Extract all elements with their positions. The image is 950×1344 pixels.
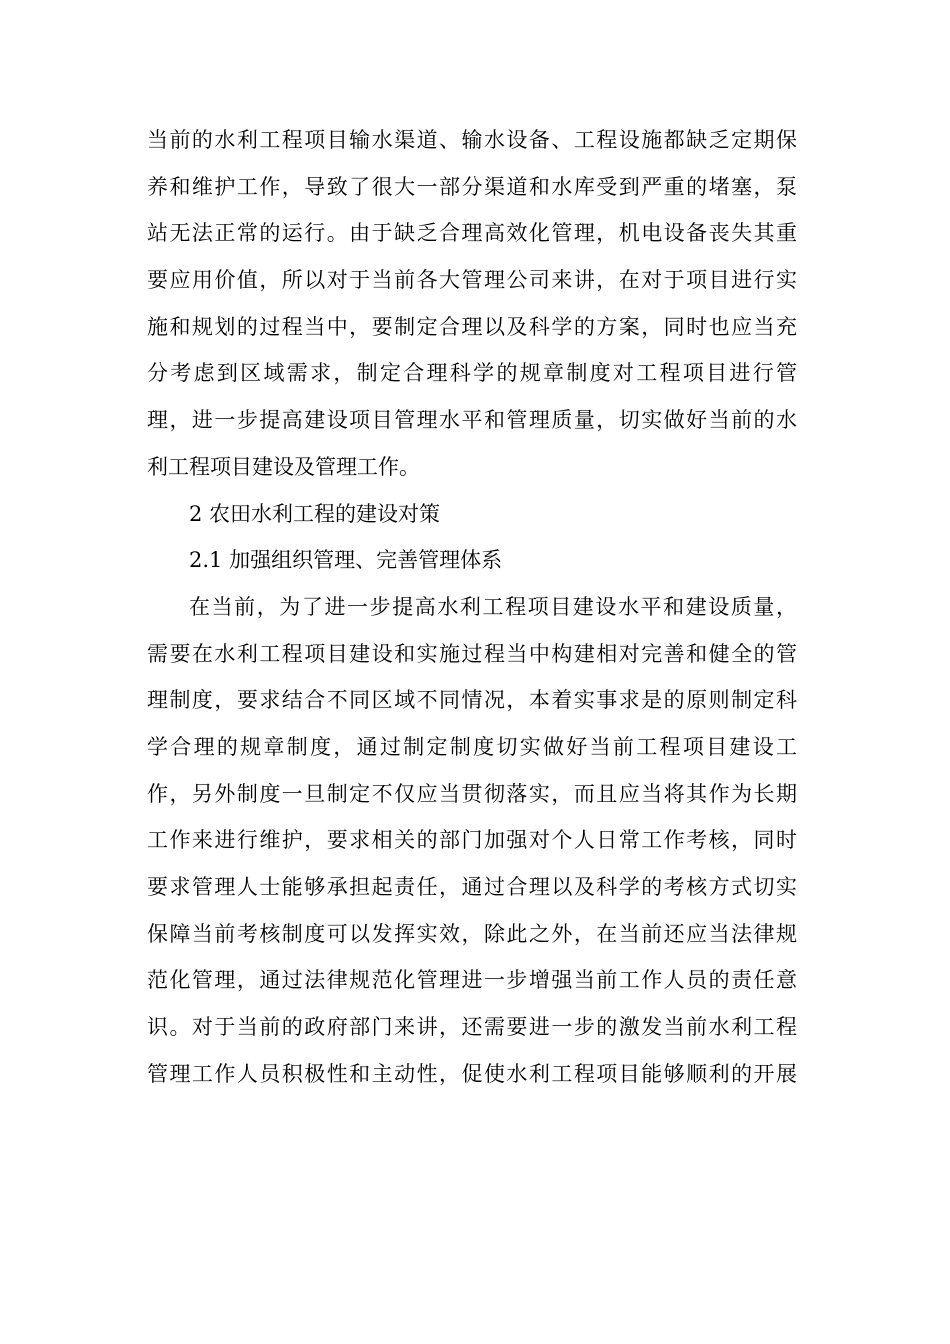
text-line: 在当前，为了进一步提高水利工程项目建设水平和建设质量，: [189, 594, 797, 619]
document-body: [147, 117, 797, 1097]
text-line: 保障当前考核制度可以发挥实效，除此之外，在当前还应当法律规: [147, 921, 797, 946]
text-line: 站无法正常的运行。由于缺乏合理高效化管理，机电设备丧失其重: [147, 221, 797, 246]
text-line: 管理工作人员积极性和主动性，促使水利工程项目能够顺利的开展: [147, 1061, 797, 1086]
text-line: 养和维护工作，导致了很大一部分渠道和水库受到严重的堵塞，泵: [147, 174, 797, 199]
text-line: 范化管理，通过法律规范化管理进一步增强当前工作人员的责任意: [147, 968, 797, 993]
text-line: 要求管理人士能够承担起责任，通过合理以及科学的考核方式切实: [147, 875, 797, 899]
text-line: 理，进一步提高建设项目管理水平和管理质量，切实做好当前的水: [147, 408, 797, 433]
text-line: 要应用价值，所以对于当前各大管理公司来讲，在对于项目进行实: [147, 268, 797, 293]
text-line: 利工程项目建设及管理工作。: [147, 454, 420, 479]
text-line: 理制度，要求结合不同区域不同情况，本着实事求是的原则制定科: [147, 688, 797, 713]
text-line: 需要在水利工程项目建设和实施过程当中构建相对完善和健全的管: [147, 641, 797, 666]
text-line: 分考虑到区域需求，制定合理科学的规章制度对工程项目进行管: [147, 361, 797, 386]
text-line: 工作来进行维护，要求相关的部门加强对个人日常工作考核，同时: [147, 828, 797, 853]
section-heading: 2 农田水利工程的建设对策: [189, 501, 441, 526]
text-line: 施和规划的过程当中，要制定合理以及科学的方案，同时也应当充: [147, 314, 797, 339]
section-heading: 2.1 加强组织管理、完善管理体系: [189, 548, 503, 573]
text-line: 识。对于当前的政府部门来讲，还需要进一步的激发当前水利工程: [147, 1015, 797, 1040]
text-line: 当前的水利工程项目输水渠道、输水设备、工程设施都缺乏定期保: [147, 128, 797, 152]
text-line: 作，另外制度一旦制定不仅应当贯彻落实，而且应当将其作为长期: [147, 781, 797, 806]
text-line: 学合理的规章制度，通过制定制度切实做好当前工程项目建设工: [147, 734, 797, 759]
